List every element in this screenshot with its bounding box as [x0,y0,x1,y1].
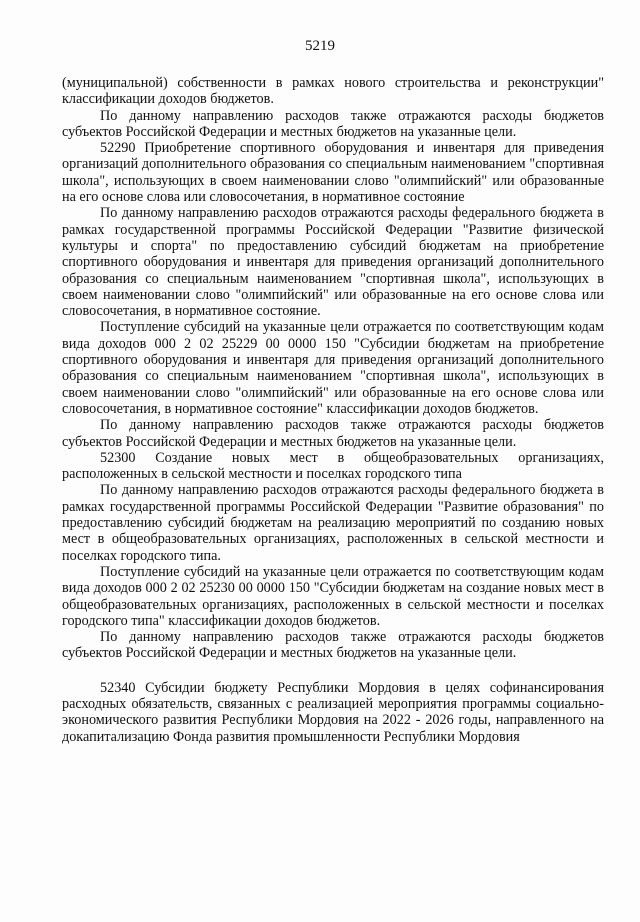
paragraph: Поступление субсидий на указанные цели отражается по соответствующим кодам вида доходов 000 2 02 25229 00 0000 150 "Субсидии бюджетам на приобретение спортивного оборудования и инвентаря для приведения организаций дополнительного образования со специальным наименованием "спортивная школа", использующих в своем наименовании слово "олимпийский" или образованные на его основе слова или словосочетания, в нормативное состояние" классификации доходов бюджетов. [62,319,604,417]
paragraph: По данному направлению расходов также отражаются расходы бюджетов субъектов Российской Федерации и местных бюджетов на указанные цели. [62,629,604,662]
document-body [62,75,604,745]
page-number: 5219 [305,38,335,54]
section-heading-52290: 52290 Приобретение спортивного оборудования и инвентаря для приведения организаций дополнительного образования со специальным наименованием "спортивная школа", использующих в своем наименовании слово "олимпийский" или образованные на его основе слова или словосочетания, в нормативное состояние [62,140,604,206]
paragraph: Поступление субсидий на указанные цели отражается по соответствующим кодам вида доходов 000 2 02 25230 00 0000 150 "Субсидии бюджетам на создание новых мест в общеобразовательных организациях, расположенных в сельской местности и поселках городского типа" классификации доходов бюджетов. [62,563,604,629]
section-heading-52300: 52300 Создание новых мест в общеобразовательных организациях, расположенных в сельской местности и поселках городского типа [62,449,604,483]
section-heading-52340: 52340 Субсидии бюджету Республики Мордовия в целях софинансирования расходных обязательств, связанных с реализацией мероприятия программы социально-экономического развития Республики Мордовия на 2022 - 2026 годы, направленного на докапитализацию Фонда развития промышленности Республики Мордовия [62,679,604,745]
paragraph-continuation: (муниципальной) собственности в рамках нового строительства и реконструкции" классификации доходов бюджетов. [62,75,604,108]
paragraph: По данному направлению расходов отражаются расходы федерального бюджета в рамках государственной программы Российской Федерации "Развитие образования" по предоставлению субсидий бюджетам на реализацию мероприятий по созданию новых мест в общеобразовательных организациях, расположенных в сельской местности и поселках городского типа. [62,482,604,564]
paragraph: По данному направлению расходов также отражаются расходы бюджетов субъектов Российской Федерации и местных бюджетов на указанные цели. [62,417,604,450]
paragraph: По данному направлению расходов также отражаются расходы бюджетов субъектов Российской Федерации и местных бюджетов на указанные цели. [62,107,604,140]
paragraph: По данному направлению расходов отражаются расходы федерального бюджета в рамках государственной программы Российской Федерации "Развитие физической культуры и спорта" по предоставлению субсидий бюджетам на приобретение спортивного оборудования и инвентаря для приведения организаций дополнительного образования со специальным наименованием "спортивная школа", использующих в своем наименовании слово "олимпийский" или образованные на его основе слова или словосочетания, в нормативное состояние. [62,205,604,320]
